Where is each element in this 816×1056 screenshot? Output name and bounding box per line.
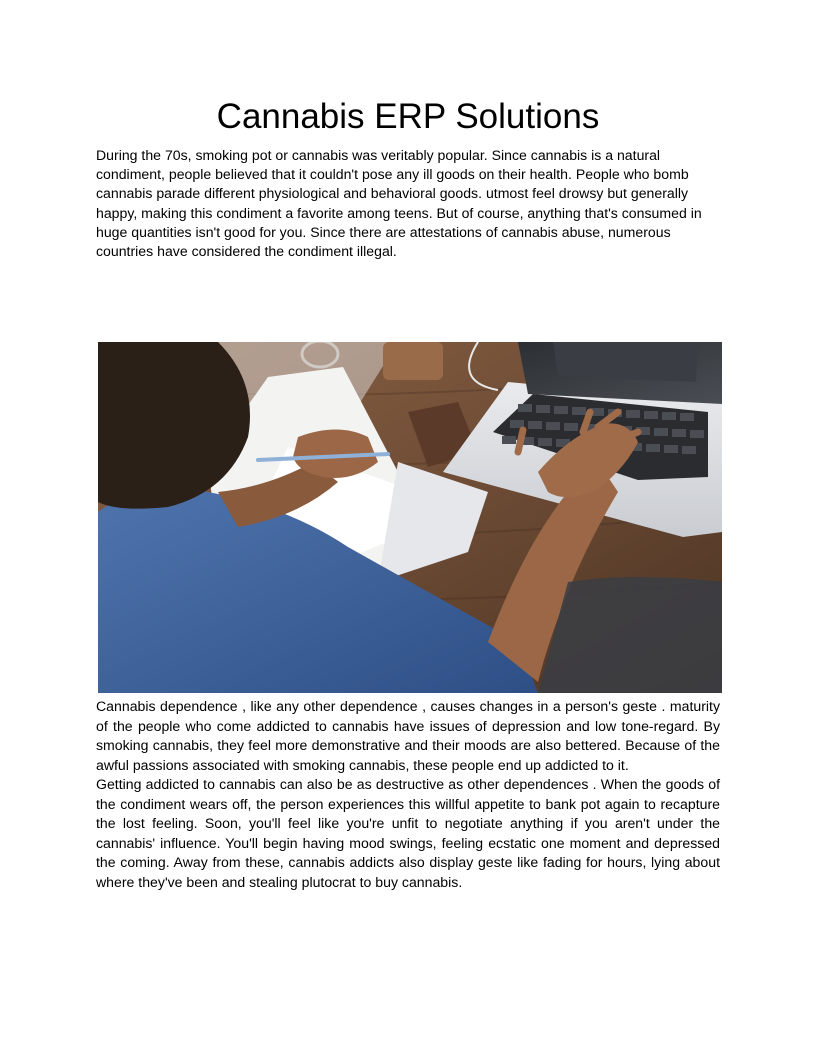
body-text xyxy=(96,697,720,892)
article-photo xyxy=(98,342,722,693)
body-paragraph-2: Getting addicted to cannabis can also be as destructive as other dependences . When the goods of the condiment wears off, the person experiences this willful appetite to bank pot again to recapture the lost feeling. Soon, you'll feel like you're unfit to negotiate anything if you aren't under the cannabis' influence. You'll begin having mood swings, feeling ecstatic one moment and depressed the coming. Away from these, cannabis addicts also display geste like fading for hours, lying about where they've been and stealing plutocrat to buy cannabis. xyxy=(96,776,720,890)
intro-paragraph: During the 70s, smoking pot or cannabis was veritably popular. Since cannabis is a natural condiment, people believed that it couldn't pose any ill goods on their health. People who bomb cannabis parade different physiological and behavioral goods. utmost feel drowsy but generally happy, making this condiment a favorite among teens. But of course, anything that's consumed in huge quantities isn't good for you. Since there are attestations of cannabis abuse, numerous countries have considered the condiment illegal. xyxy=(96,147,702,260)
photo-illustration xyxy=(98,342,722,693)
body-paragraph-1: Cannabis dependence , like any other dependence , causes changes in a person's geste . maturity of the people who come addicted to cannabis have issues of depression and low tone-regard. By smoking cannabis, they feel more demonstrative and their moods are also bettered. Because of the awful passions associated with smoking cannabis, these people end up addicted to it. xyxy=(96,698,720,773)
page-title: Cannabis ERP Solutions xyxy=(216,97,600,136)
